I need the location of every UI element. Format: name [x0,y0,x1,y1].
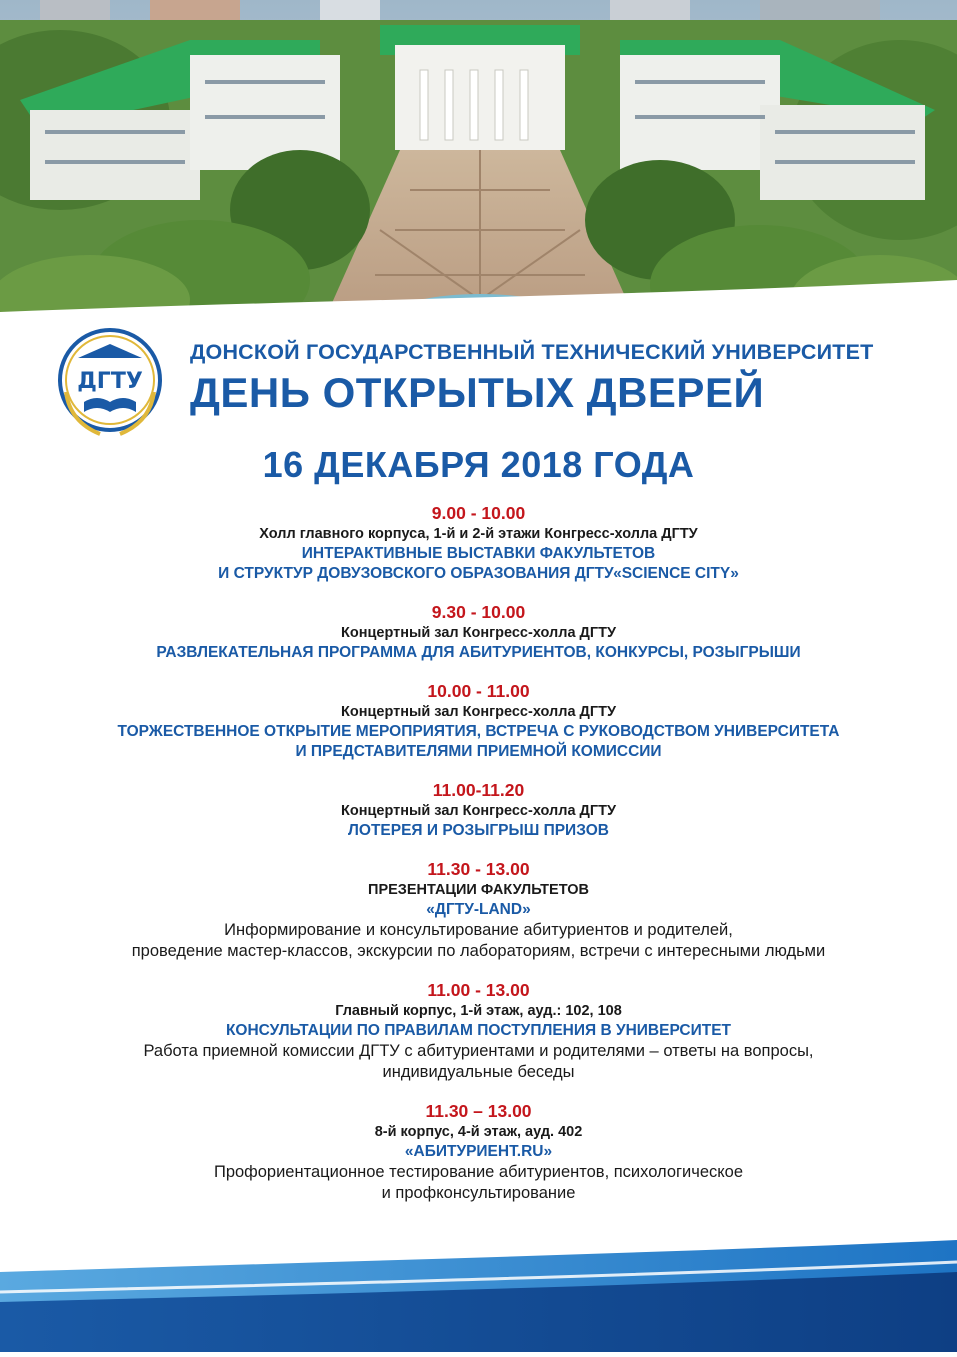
university-name: ДОНСКОЙ ГОСУДАРСТВЕННЫЙ ТЕХНИЧЕСКИЙ УНИВЕРСИТЕТ [190,340,874,364]
header [190,340,930,417]
schedule-time: 11.00 - 13.00 [427,980,530,1000]
schedule-title: ЛОТЕРЕЯ И РОЗЫГРЫШ ПРИЗОВ [348,822,609,839]
schedule-title: КОНСУЛЬТАЦИИ ПО ПРАВИЛАМ ПОСТУПЛЕНИЯ В УНИВЕРСИТЕТ [225,1022,732,1039]
campus-aerial-photo [0,0,957,330]
schedule-description: Информирование и консультирование абитуриентов и родителей, [224,921,733,939]
schedule-item [0,601,957,663]
schedule-title: «АБИТУРИЕНТ.RU» [404,1143,553,1160]
schedule-item [0,779,957,841]
schedule-title: ИНТЕРАКТИВНЫЕ ВЫСТАВКИ ФАКУЛЬТЕТОВ [301,545,656,562]
event-title: ДЕНЬ ОТКРЫТЫХ ДВЕРЕЙ [190,369,765,416]
schedule [0,502,957,1221]
schedule-item [0,858,957,962]
schedule-place: 8-й корпус, 4-й этаж, ауд. 402 [374,1124,583,1140]
schedule-item [0,979,957,1083]
schedule-title: И СТРУКТУР ДОВУЗОВСКОГО ОБРАЗОВАНИЯ ДГТУ«SCIENCE CITY» [218,565,739,582]
event-date: 16 ДЕКАБРЯ 2018 ГОДА [262,444,695,485]
schedule-place: ПРЕЗЕНТАЦИИ ФАКУЛЬТЕТОВ [368,882,589,898]
schedule-title: РАЗВЛЕКАТЕЛЬНАЯ ПРОГРАММА ДЛЯ АБИТУРИЕНТОВ, КОНКУРСЫ, РОЗЫГРЫШИ [156,644,801,661]
schedule-place: Концертный зал Конгресс-холла ДГТУ [341,803,616,819]
schedule-time: 11.30 – 13.00 [425,1101,532,1121]
footer-wave [0,1232,957,1352]
schedule-description: Профориентационное тестирование абитуриентов, психологическое [213,1163,744,1181]
schedule-time: 11.00-11.20 [432,780,525,800]
schedule-time: 9.00 - 10.00 [431,503,526,523]
schedule-item [0,1100,957,1204]
schedule-item [0,502,957,584]
logo-text: ДГТУ [77,369,143,394]
schedule-time: 9.30 - 10.00 [431,602,526,622]
schedule-place: Холл главного корпуса, 1-й и 2-й этажи Конгресс-холла ДГТУ [259,526,698,542]
schedule-description: проведение мастер-классов, экскурсии по лабораториям, встречи с интересными людьми [131,942,826,960]
university-logo [48,322,172,446]
schedule-title: И ПРЕДСТАВИТЕЛЯМИ ПРИЕМНОЙ КОМИССИИ [295,743,662,760]
schedule-title: ТОРЖЕСТВЕННОЕ ОТКРЫТИЕ МЕРОПРИЯТИЯ, ВСТРЕЧА С РУКОВОДСТВОМ УНИВЕРСИТЕТА [117,723,840,740]
schedule-place: Концертный зал Конгресс-холла ДГТУ [341,704,616,720]
schedule-description: и профконсультирование [381,1184,576,1202]
schedule-description: индивидуальные беседы [382,1063,575,1081]
schedule-place: Концертный зал Конгресс-холла ДГТУ [341,625,616,641]
schedule-time: 11.30 - 13.00 [427,859,530,879]
schedule-place: Главный корпус, 1-й этаж, ауд.: 102, 108 [335,1003,622,1019]
schedule-item [0,680,957,762]
schedule-time: 10.00 - 11.00 [427,681,530,701]
schedule-title: «ДГТУ-LAND» [426,901,531,918]
schedule-description: Работа приемной комиссии ДГТУ с абитуриентами и родителями – ответы на вопросы, [143,1042,814,1060]
